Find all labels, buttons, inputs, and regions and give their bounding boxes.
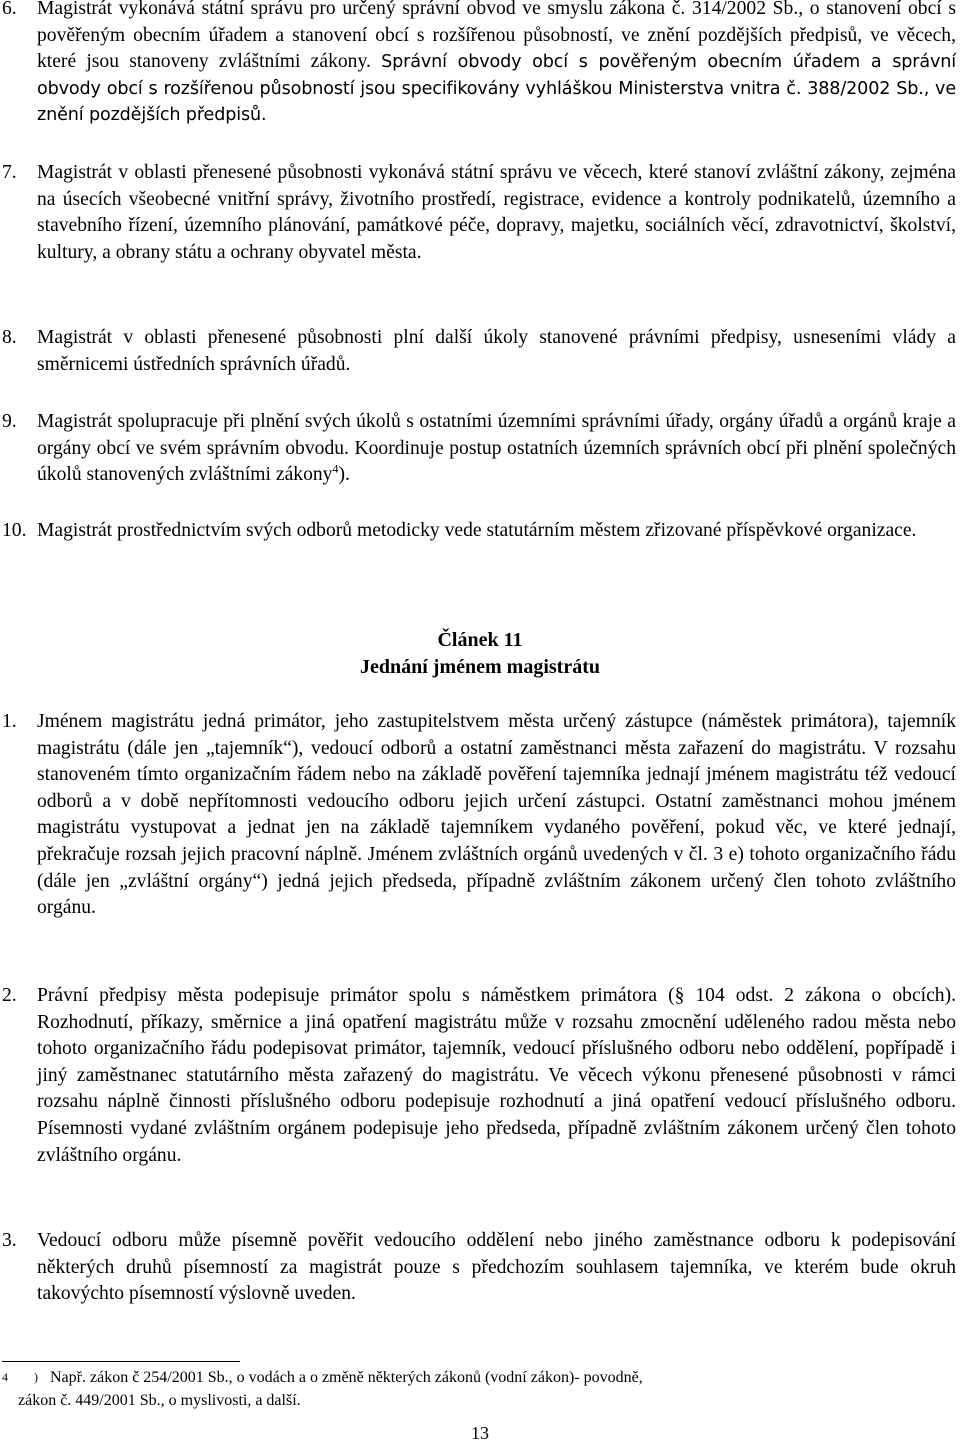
item-text <box>37 409 956 489</box>
list-item-10 <box>2 518 956 545</box>
item-text-main: Magistrát spolupracuje při plnění svých úkolů s ostatními územními správními úřady, orgány úřadů a orgánů kraje a orgány obcí ve svém správním obvodu. Koordinuje postup ostatních územních správních obcí při plnění společných úkolů stanovených zvláštními zákony <box>37 411 956 486</box>
item-text: Právní předpisy města podepisuje primátor spolu s náměstkem primátora (§ 104 odst. 2 zákona o obcích). Rozhodnutí, příkazy, směrnice a jiná opatření magistrátu může v rozsahu zmocnění uděleného radou města nebo tohoto organizačního řádu podepisovat primátor, tajemník, vedoucí příslušného odboru nebo oddělení, popřípadě i jiný zaměstnanec statutárního města zařazený do magistrátu. Ve věcech výkonu přenesené působnosti v rámci rozsahu náplně činnosti příslušného odboru podepisuje rozhodnutí a jiná opatření vedoucí příslušného odboru. Písemnosti vydané zvláštním orgánem podepisuje jeho předseda, případně zvláštním zákonem určený člen tohoto zvláštního orgánu. <box>37 985 956 1166</box>
page-number: 13 <box>471 1423 489 1443</box>
footnote-paren: ) <box>34 1370 38 1384</box>
article-item-2 <box>2 983 956 1169</box>
item-text-tail: ). <box>338 464 350 486</box>
item-number: 7. <box>2 162 17 183</box>
item-text: Magistrát prostřednictvím svých odborů metodicky vede statutárním městem zřizované příspěvkové organizace. <box>37 520 917 541</box>
item-text-part-a: Magistrát vykonává státní správu pro určený správní obvod ve smyslu zákona č. 314/2002 Sb., o stanovení obcí s pověřeným obecním úřadem a stanovení obcí s rozšířenou působností, ve znění pozdějších předpisů, ve věcech, které jsou stanoveny zvláštními zákony. <box>37 0 956 73</box>
item-number: 6. <box>2 0 17 19</box>
footnote-separator <box>2 1361 240 1362</box>
article-title: Článek 11 <box>437 629 523 651</box>
footnote-line-2: zákon č. 449/2001 Sb., o myslivosti, a další. <box>18 1392 301 1409</box>
item-number: 8. <box>2 327 17 348</box>
item-number: 3. <box>2 1230 17 1251</box>
article-item-3 <box>2 1228 956 1308</box>
footnote-reference: 4 <box>332 461 339 476</box>
item-number: 2. <box>2 985 17 1006</box>
footnote-mark: 4 <box>2 1370 8 1384</box>
item-number: 10. <box>2 520 27 541</box>
footnote-line-1: Např. zákon č 254/2001 Sb., o vodách a o změně některých zákonů (vodní zákon)- povodně, <box>50 1369 643 1386</box>
item-text <box>37 0 956 129</box>
article-item-1 <box>2 709 956 922</box>
item-text: Vedoucí odboru může písemně pověřit vedoucího oddělení nebo jiného zaměstnance odboru k podepisování některých druhů písemností za magistrát pouze s předchozím souhlasem tajemníka, ve kterém bude okruh takovýchto písemností výslovně uveden. <box>37 1230 956 1305</box>
item-text: Magistrát v oblasti přenesené působnosti vykonává státní správu ve věcech, které stanoví zvláštní zákony, zejména na úsecích všeobecné vnitřní správy, životního prostředí, registrace, evidence a kontroly podnikatelů, územního a stavebního řízení, územního plánování, památkové péče, dopravy, majetku, sociálních věcí, zdravotnictví, školství, kultury, a obrany státu a ochrany obyvatel města. <box>37 162 956 263</box>
item-text: Magistrát v oblasti přenesené působnosti plní další úkoly stanovené právními předpisy, usneseními vlády a směrnicemi ústředních správních úřadů. <box>37 327 956 375</box>
item-text: Jménem magistrátu jedná primátor, jeho zastupitelstvem města určený zástupce (náměstek primátora), tajemník magistrátu (dále jen „tajemník“), vedoucí odborů a ostatní zaměstnanci města zařazení do magistrátu. V rozsahu stanoveném tímto organizačním řádem nebo na základě pověření tajemníka jednají jménem magistrátu též vedoucí odborů a v době nepřítomnosti vedoucího odboru jejich určení zástupci. Ostatní zaměstnanci mohou jménem magistrátu vystupovat a jednat jen na základě tajemníkem vydaného pověření, pokud věc, ve které jednají, překračuje rozsah jejich pracovní náplně. Jménem zvláštních orgánů uvedených v čl. 3 e) tohoto organizačního řádu (dále jen „zvláštní orgány“) jedná jejich předseda, případně zvláštním zákonem určený člen tohoto zvláštního orgánu. <box>37 711 956 919</box>
list-item-7 <box>2 160 956 266</box>
item-number: 1. <box>2 711 17 732</box>
list-item-9 <box>2 409 956 489</box>
item-number: 9. <box>2 411 17 432</box>
item-text-part-b: Správní obvody obcí s pověřeným obecním úřadem a správní obvody obcí s rozšířenou působností jsou specifikovány vyhláškou Ministerstva vnitra č. 388/2002 Sb., ve znění pozdějších předpisů. <box>37 52 956 126</box>
list-item-8 <box>2 325 956 378</box>
article-subtitle: Jednání jménem magistrátu <box>360 656 600 678</box>
list-item-6 <box>2 0 956 129</box>
